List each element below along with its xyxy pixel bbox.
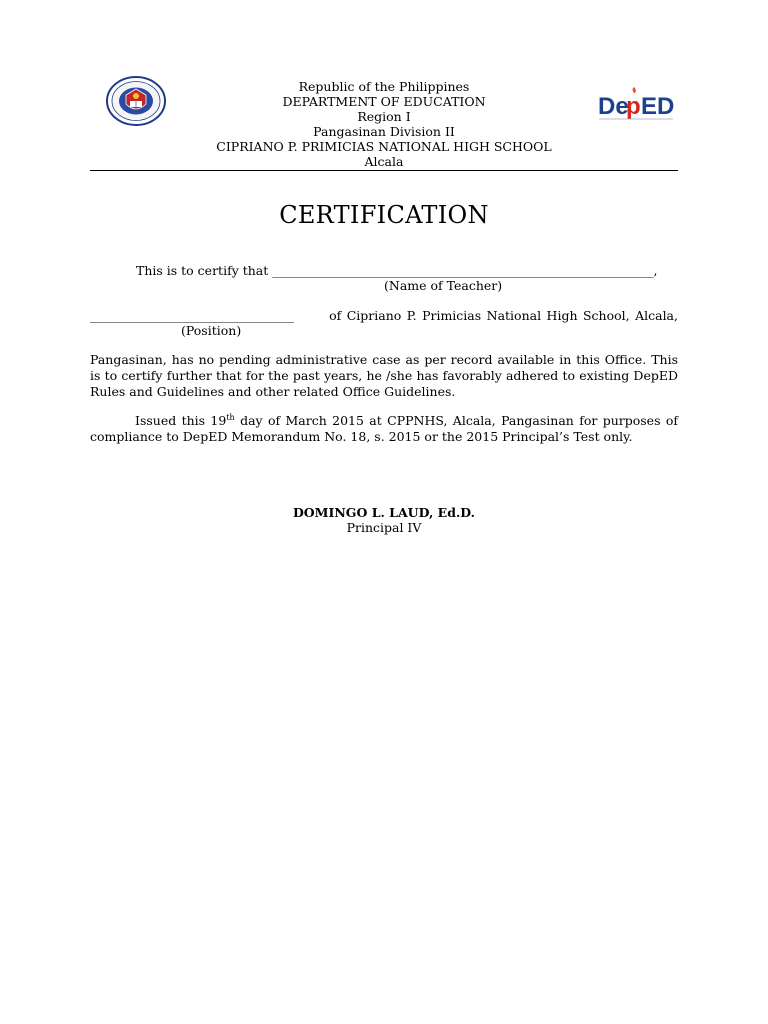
header-division: Pangasinan Division II	[313, 124, 455, 139]
header-school: CIPRIANO P. PRIMICIAS NATIONAL HIGH SCHOOL	[216, 139, 552, 154]
position-suffix: of Cipriano P. Primicias National High School, Alcala,	[329, 308, 678, 323]
teacher-name-blank[interactable]: _____________________________________________________________,	[272, 263, 658, 278]
issued-prefix: Issued this 19	[135, 413, 227, 428]
svg-text:ED: ED	[641, 93, 675, 120]
issued-rest: day of March 2015 at CPPNHS, Alcala, Pangasinan for purposes of compliance to DepED Memorandum No. 18, s. 2015 or the 2015 Principal’s Test only.	[90, 413, 678, 444]
header-department: DEPARTMENT OF EDUCATION	[282, 94, 486, 109]
name-caption: (Name of Teacher)	[384, 278, 503, 293]
position-line	[90, 308, 678, 323]
signatory-name: DOMINGO L. LAUD, Ed.D.	[292, 505, 476, 520]
header-divider	[90, 170, 678, 171]
issued-ordinal: th	[226, 412, 235, 422]
position-blank[interactable]: ____________________________________	[90, 308, 294, 323]
header-region: Region I	[357, 109, 411, 124]
deped-logo-icon	[597, 87, 677, 123]
issued-paragraph	[90, 413, 678, 445]
certify-prefix: This is to certify that	[136, 263, 269, 278]
header-republic: Republic of the Philippines	[298, 79, 470, 94]
position-caption: (Position)	[181, 323, 242, 338]
certify-line	[136, 263, 658, 278]
document-title: CERTIFICATION	[279, 201, 489, 229]
svg-text:De: De	[598, 93, 629, 120]
svg-text:p: p	[626, 93, 641, 120]
header-town: Alcala	[364, 154, 404, 169]
signatory-title: Principal IV	[346, 520, 422, 535]
certification-paragraph: Pangasinan, has no pending administrative case as per record available in this Office. This is to certify further that for the past years, he /she has favorably adhered to existing DepED Rules and Guidelines and other related Office Guidelines.	[90, 352, 678, 399]
